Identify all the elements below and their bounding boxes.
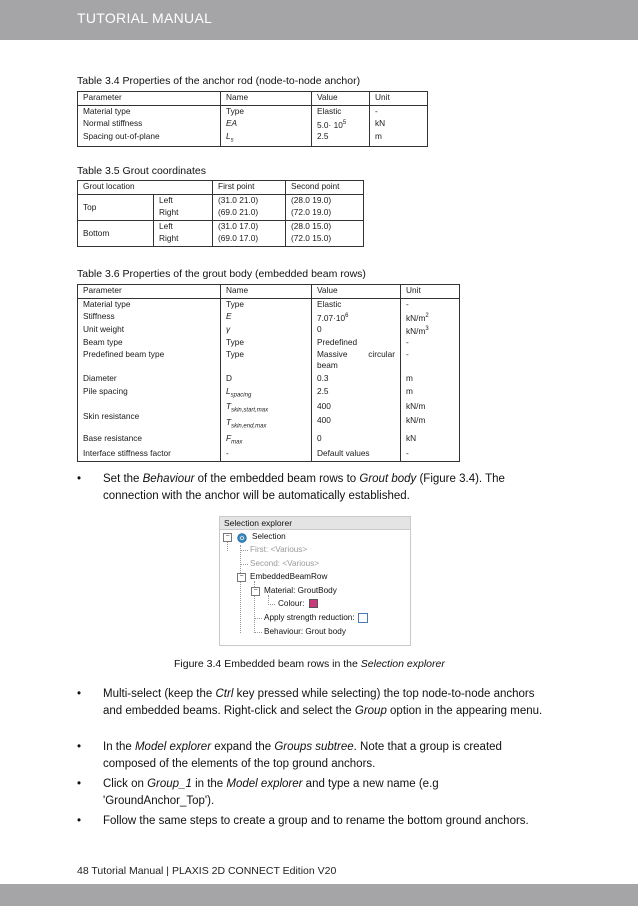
table-cell: Type [221, 337, 312, 350]
table-cell: (28.0 15.0) [286, 220, 364, 233]
table-cell: Material type [78, 105, 221, 118]
tree-line [240, 550, 248, 551]
table-row [78, 194, 364, 207]
collapse-toggle-icon[interactable]: − [251, 587, 260, 596]
cell-superscript: 6 [345, 313, 349, 319]
table-cell: (72.0 19.0) [286, 207, 364, 220]
table-3-6-caption: Table 3.6 Properties of the grout body (embedded beam rows) [77, 268, 366, 280]
table-cell: Skin resistance [78, 401, 221, 432]
table-cell [312, 311, 401, 324]
table-cell: Top [78, 194, 154, 220]
cell-superscript: 2 [425, 313, 429, 319]
text-run: Selection explorer [360, 658, 445, 670]
table-row [78, 311, 460, 324]
cell-value: 7.07·10 [317, 312, 346, 323]
table-cell: - [401, 448, 460, 461]
tree-item-behaviour[interactable]: Behaviour: Grout body [264, 627, 346, 636]
cell-value: kN/m [406, 312, 426, 323]
tree-item-apply-strength [264, 613, 368, 623]
colour-label: Colour: [278, 599, 305, 608]
table-cell: m [401, 371, 460, 386]
table-cell: (31.0 21.0) [213, 194, 286, 207]
table-cell: Parameter [78, 285, 221, 299]
tree-item-first: First: <Various> [250, 545, 308, 554]
footer-bar [0, 884, 638, 906]
table-cell [401, 311, 460, 324]
table-row [78, 349, 460, 371]
cell-value-line [317, 349, 395, 360]
text-run: Model explorer [226, 778, 303, 790]
selection-explorer-panel [219, 516, 411, 646]
tree-item-embedded-beam-row[interactable]: EmbeddedBeamRow [250, 572, 328, 581]
cell-line [226, 401, 306, 417]
table-cell: Predefined beam type [78, 349, 221, 371]
table-cell: 0 [312, 324, 401, 337]
bullet-symbol: • [77, 688, 82, 700]
footer-text: 48 Tutorial Manual | PLAXIS 2D CONNECT Edition V20 [77, 865, 337, 877]
table-cell: Beam type [78, 337, 221, 350]
table-cell: Interface stiffness factor [78, 448, 221, 461]
text-run: Click on [103, 778, 148, 790]
text-run: and type a new name (e.g 'GroundAnchor_Top'). [103, 778, 439, 807]
text-run: in the [191, 778, 227, 790]
cell-line: kN/m [406, 401, 426, 412]
cell-symbol: T [226, 401, 232, 412]
table-cell: Grout location [78, 181, 213, 195]
table-cell: - [401, 349, 460, 371]
table-cell: - [401, 298, 460, 311]
text-run: Model explorer [134, 741, 212, 753]
cell-value: 5.0· 10 [317, 119, 343, 130]
table-cell [401, 324, 460, 337]
table-cell: Spacing out-of-plane [78, 131, 221, 147]
table-cell: Unit [401, 285, 460, 299]
table-cell [401, 401, 460, 432]
table-cell: Pile spacing [78, 386, 221, 402]
tree-line [254, 618, 262, 619]
cell-subscript: s [230, 137, 234, 144]
table-cell: - [370, 105, 428, 118]
tree-item-material[interactable]: Material: GroutBody [264, 586, 337, 595]
table-cell: Type [221, 349, 312, 371]
table-cell: Parameter [78, 92, 221, 106]
table-row [78, 386, 460, 402]
text-run: . Note that a group is created composed of the elements of the top ground anchors. [103, 741, 502, 770]
table-cell: 2.5 [312, 131, 370, 147]
table-row [78, 181, 364, 195]
table-row [78, 401, 460, 432]
cell-subscript: skin,start,max [231, 407, 269, 414]
table-cell: (72.0 15.0) [286, 233, 364, 246]
tree-item-colour [278, 599, 318, 608]
cell-word: Massive [317, 349, 348, 360]
cell-line [226, 417, 306, 433]
table-3-5-caption: Table 3.5 Grout coordinates [77, 165, 206, 177]
table-cell: Right [154, 207, 213, 220]
table-cell: kN [401, 433, 460, 449]
table-row [78, 105, 428, 118]
tree-line [240, 564, 248, 565]
text-run: of the embedded beam rows to [194, 473, 360, 485]
cell-word: beam [317, 360, 338, 371]
table-cell: m [401, 386, 460, 402]
table-cell: Type [221, 105, 312, 118]
table-cell: 0.3 [312, 371, 401, 386]
bullet-text [103, 776, 543, 810]
text-run: Multi-select (keep the [103, 688, 216, 700]
table-cell: Stiffness [78, 311, 221, 324]
collapse-toggle-icon[interactable]: − [223, 533, 232, 542]
table-row [78, 337, 460, 350]
table-cell: Name [221, 285, 312, 299]
table-row [78, 298, 460, 311]
bullet-symbol: • [77, 815, 82, 827]
table-cell: m [370, 131, 428, 147]
selection-explorer-title: Selection explorer [220, 517, 410, 530]
cell-subscript: spacing [230, 392, 252, 399]
table-3-6 [77, 284, 460, 462]
table-cell: - [401, 337, 460, 350]
table-cell: (69.0 17.0) [213, 233, 286, 246]
table-cell [312, 349, 401, 371]
table-cell: Material type [78, 298, 221, 311]
header-title: TUTORIAL MANUAL [77, 10, 213, 26]
table-cell: Bottom [78, 220, 154, 246]
bullet-symbol: • [77, 473, 82, 485]
table-cell: Predefined [312, 337, 401, 350]
table-cell: Elastic [312, 298, 401, 311]
bullet-text [103, 739, 543, 773]
text-run: Group [354, 705, 387, 717]
table-row [78, 118, 428, 131]
text-run: Grout body [359, 473, 417, 485]
bullet-symbol: • [77, 741, 82, 753]
table-row [78, 448, 460, 461]
apply-strength-label: Apply strength reduction: [264, 613, 355, 623]
bullet-text: Follow the same steps to create a group and to rename the bottom ground anchors. [103, 815, 529, 827]
table-cell: E [221, 311, 312, 324]
text-run: Figure 3.4 Embedded beam rows in the [174, 658, 361, 670]
table-cell: (28.0 19.0) [286, 194, 364, 207]
cell-value: kN/m [406, 325, 426, 336]
text-run: expand the [211, 741, 275, 753]
table-cell: - [221, 448, 312, 461]
cell-subscript: skin,end,max [231, 423, 267, 430]
text-run: Groups subtree [274, 741, 354, 753]
table-row [78, 131, 428, 147]
table-cell: Right [154, 233, 213, 246]
bullet-text [103, 471, 543, 505]
table-cell: Diameter [78, 371, 221, 386]
tree-item-selection[interactable]: Selection [252, 532, 286, 541]
table-cell: Type [221, 298, 312, 311]
tree-line [240, 545, 241, 633]
apply-strength-checkbox[interactable] [358, 613, 368, 623]
table-cell: 2.5 [312, 386, 401, 402]
cell-superscript: 5 [342, 120, 347, 126]
table-cell: EA [221, 118, 312, 131]
table-3-5 [77, 180, 364, 247]
table-cell [221, 386, 312, 402]
text-run: Set the [103, 473, 143, 485]
table-cell: (69.0 21.0) [213, 207, 286, 220]
table-cell: Left [154, 194, 213, 207]
table-cell [312, 118, 370, 131]
table-cell: Left [154, 220, 213, 233]
text-run: In the [103, 741, 135, 753]
table-cell: Base resistance [78, 433, 221, 449]
eye-icon [237, 533, 247, 543]
table-cell: Unit weight [78, 324, 221, 337]
text-run: (Figure 3.4). The connection with the anchor will be automatically established. [103, 473, 505, 502]
text-run: key pressed while selecting) the top node-to-node anchors and embedded beams. Right-click and select the [103, 688, 535, 717]
table-row [78, 371, 460, 386]
cell-superscript: 3 [425, 325, 429, 332]
cell-line: kN/m [406, 415, 426, 426]
cell-symbol: T [226, 416, 232, 427]
tree-line [268, 604, 275, 605]
table-cell: kN [370, 118, 428, 131]
cell-subscript: max [231, 439, 243, 446]
table-cell [221, 433, 312, 449]
colour-swatch[interactable] [309, 599, 318, 608]
table-cell: Normal stiffness [78, 118, 221, 131]
table-row [78, 433, 460, 449]
figure-3-4-caption [174, 658, 445, 670]
table-cell [312, 401, 401, 432]
cell-line: 400 [317, 415, 331, 426]
table-cell [221, 131, 312, 147]
table-cell: Default values [312, 448, 401, 461]
table-cell: (31.0 17.0) [213, 220, 286, 233]
table-row [78, 324, 460, 337]
bullet-text [103, 686, 543, 720]
table-cell: Unit [370, 92, 428, 106]
table-cell [221, 401, 312, 432]
cell-symbol: F [226, 432, 232, 443]
table-cell: 0 [312, 433, 401, 449]
table-3-4 [77, 91, 428, 147]
table-3-4-caption: Table 3.4 Properties of the anchor rod (node-to-node anchor) [77, 75, 361, 87]
text-run: option in the appearing menu. [386, 705, 543, 717]
table-cell: Name [221, 92, 312, 106]
cell-line: 400 [317, 401, 331, 412]
table-row [78, 285, 460, 299]
table-cell: Second point [286, 181, 364, 195]
table-row [78, 220, 364, 233]
text-run: Behaviour [142, 473, 195, 485]
table-cell: γ [221, 324, 312, 337]
table-cell: Elastic [312, 105, 370, 118]
cell-word: circular [368, 349, 395, 360]
table-cell: D [221, 371, 312, 386]
cell-symbol: L [226, 385, 231, 396]
tree-line [227, 541, 228, 551]
tree-line [254, 632, 262, 633]
table-cell: First point [213, 181, 286, 195]
table-row [78, 92, 428, 106]
table-cell: Value [312, 285, 401, 299]
tree-line [268, 595, 269, 603]
cell-symbol: L [226, 130, 231, 141]
tree-item-second: Second: <Various> [250, 559, 320, 568]
collapse-toggle-icon[interactable]: − [237, 573, 246, 582]
bullet-symbol: • [77, 778, 82, 790]
table-cell: Value [312, 92, 370, 106]
text-run: Group_1 [147, 778, 192, 790]
text-run: Ctrl [215, 688, 234, 700]
